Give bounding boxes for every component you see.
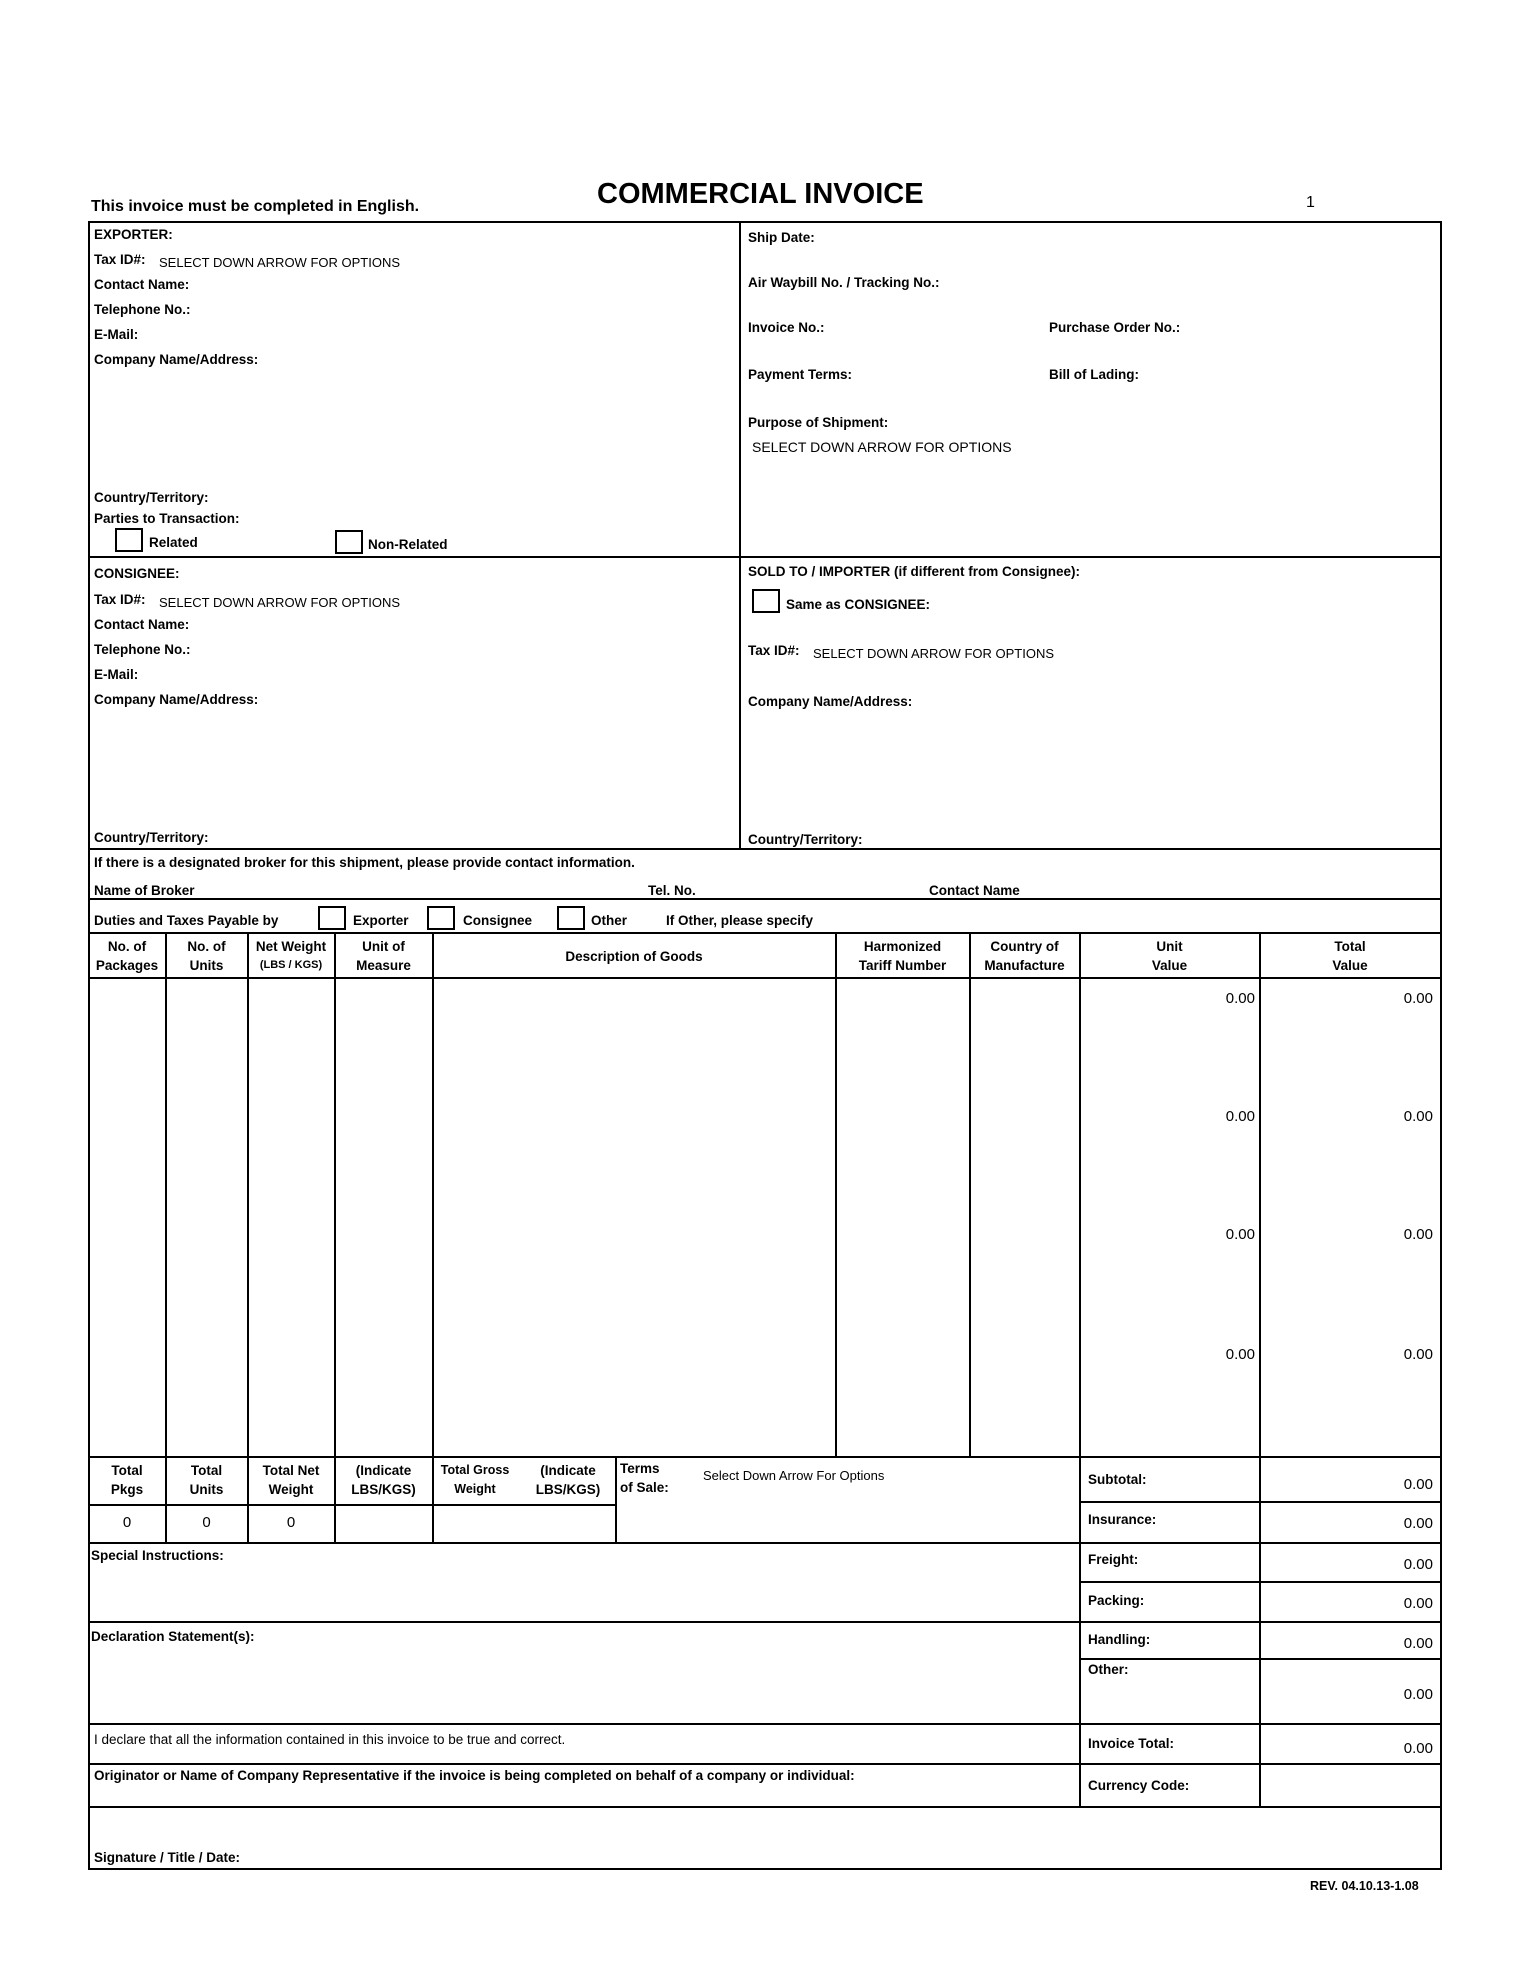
signature-field[interactable]: Signature / Title / Date: — [94, 1850, 241, 1865]
exporter-email-field[interactable]: E-Mail: — [94, 327, 139, 342]
header-tariff: Harmonized Tariff Number — [858, 939, 947, 973]
row3-unit-value[interactable]: 0.00 — [1225, 1226, 1255, 1243]
consignee-country-field[interactable]: Country/Territory: — [94, 830, 209, 845]
related-label: Related — [149, 535, 198, 550]
total-units-value: 0 — [202, 1514, 211, 1531]
page-title: COMMERCIAL INVOICE — [597, 178, 924, 210]
freight-label: Freight: — [1088, 1552, 1139, 1567]
consignee-email-field[interactable]: E-Mail: — [94, 667, 139, 682]
non-related-checkbox[interactable] — [335, 530, 363, 554]
currency-code-label: Currency Code: — [1088, 1778, 1190, 1793]
row4-unit-value[interactable]: 0.00 — [1225, 1346, 1255, 1363]
duties-specify-field[interactable]: If Other, please specify — [666, 913, 814, 928]
purpose-label: Purpose of Shipment: — [748, 415, 889, 430]
invoice-total-value: 0.00 — [1403, 1740, 1433, 1757]
row4-total-value: 0.00 — [1403, 1346, 1433, 1363]
consignee-tax-id-select[interactable]: SELECT DOWN ARROW FOR OPTIONS — [159, 595, 401, 610]
total-units-label: Total Units — [189, 1463, 224, 1497]
total-pkgs-value: 0 — [122, 1514, 132, 1531]
insurance-label: Insurance: — [1088, 1512, 1157, 1527]
broker-note: If there is a designated broker for this shipment, please provide contact information. — [94, 855, 635, 870]
total-pkgs-label: Total Pkgs — [110, 1463, 144, 1497]
declaration-statement-field[interactable]: Declaration Statement(s): — [91, 1629, 255, 1644]
terms-of-sale-label: Terms of Sale: — [620, 1461, 669, 1495]
same-as-consignee-checkbox[interactable] — [752, 589, 780, 613]
row2-unit-value[interactable]: 0.00 — [1225, 1108, 1255, 1125]
indicate-net-unit: (Indicate LBS/KGS) — [351, 1463, 416, 1497]
header-units: No. of Units — [187, 939, 226, 973]
consignee-company-field[interactable]: Company Name/Address: — [94, 692, 259, 707]
row3-total-value: 0.00 — [1403, 1226, 1433, 1243]
sold-to-heading: SOLD TO / IMPORTER (if different from Consignee): — [748, 564, 1081, 579]
header-country: Country of Manufacture — [984, 939, 1065, 973]
sold-to-company-field[interactable]: Company Name/Address: — [748, 694, 913, 709]
payment-terms-field[interactable]: Payment Terms: — [748, 367, 853, 382]
sold-to-tax-id-select[interactable]: SELECT DOWN ARROW FOR OPTIONS — [813, 646, 1055, 661]
exporter-contact-name-field[interactable]: Contact Name: — [94, 277, 190, 292]
row1-total-value: 0.00 — [1403, 990, 1433, 1007]
bill-of-lading-field[interactable]: Bill of Lading: — [1049, 367, 1139, 382]
page-number: 1 — [1306, 194, 1315, 211]
purchase-order-field[interactable]: Purchase Order No.: — [1049, 320, 1181, 335]
non-related-label: Non-Related — [368, 537, 448, 552]
packing-value[interactable]: 0.00 — [1403, 1595, 1433, 1612]
originator-field[interactable]: Originator or Name of Company Representative if the invoice is being completed on behalf of a company or individual: — [94, 1768, 855, 1783]
broker-tel-field[interactable]: Tel. No. — [648, 883, 696, 898]
row2-total-value: 0.00 — [1403, 1108, 1433, 1125]
freight-value[interactable]: 0.00 — [1403, 1556, 1433, 1573]
broker-contact-field[interactable]: Contact Name — [929, 883, 1020, 898]
duties-label: Duties and Taxes Payable by — [94, 913, 279, 928]
related-checkbox[interactable] — [115, 528, 143, 552]
currency-code-input[interactable] — [1261, 1765, 1439, 1805]
handling-label: Handling: — [1088, 1632, 1151, 1647]
total-gross-weight-label: Total Gross Weight — [440, 1463, 510, 1496]
declaration-text: I declare that all the information contained in this invoice to be true and correct. — [94, 1732, 566, 1747]
subtotal-label: Subtotal: — [1088, 1472, 1147, 1487]
ship-date-field[interactable]: Ship Date: — [748, 230, 815, 245]
header-unit-of-measure: Unit of Measure — [356, 939, 411, 973]
exporter-tax-id-label: Tax ID#: — [94, 252, 146, 267]
total-net-weight-label: Total Net Weight — [262, 1463, 320, 1497]
sold-to-country-field[interactable]: Country/Territory: — [748, 832, 863, 847]
other-value[interactable]: 0.00 — [1403, 1686, 1433, 1703]
row1-unit-value[interactable]: 0.00 — [1225, 990, 1255, 1007]
consignee-contact-name-field[interactable]: Contact Name: — [94, 617, 190, 632]
subtotal-value: 0.00 — [1403, 1476, 1433, 1493]
same-as-consignee-label: Same as CONSIGNEE: — [786, 597, 931, 612]
header-total-value: Total Value — [1332, 939, 1368, 973]
broker-name-field[interactable]: Name of Broker — [94, 883, 195, 898]
header-unit-value: Unit Value — [1151, 939, 1188, 973]
duties-exporter-checkbox[interactable] — [318, 906, 346, 930]
duties-exporter-label: Exporter — [353, 913, 409, 928]
sold-to-tax-id-label: Tax ID#: — [748, 643, 800, 658]
indicate-gross-unit: (Indicate LBS/KGS) — [535, 1463, 601, 1497]
handling-value[interactable]: 0.00 — [1403, 1635, 1433, 1652]
revision-label: REV. 04.10.13-1.08 — [1310, 1879, 1419, 1893]
invoice-no-field[interactable]: Invoice No.: — [748, 320, 825, 335]
other-label: Other: — [1088, 1662, 1129, 1677]
air-waybill-field[interactable]: Air Waybill No. / Tracking No.: — [748, 275, 940, 290]
duties-consignee-checkbox[interactable] — [427, 906, 455, 930]
consignee-tax-id-label: Tax ID#: — [94, 592, 146, 607]
header-description: Description of Goods — [565, 949, 703, 964]
header-packages: No. of Packages — [95, 939, 159, 973]
exporter-telephone-field[interactable]: Telephone No.: — [94, 302, 191, 317]
consignee-telephone-field[interactable]: Telephone No.: — [94, 642, 191, 657]
terms-of-sale-select[interactable]: Select Down Arrow For Options — [703, 1468, 885, 1483]
duties-other-checkbox[interactable] — [557, 906, 585, 930]
exporter-heading: EXPORTER: — [94, 227, 173, 242]
duties-other-label: Other — [591, 913, 628, 928]
parties-label: Parties to Transaction: — [94, 511, 240, 526]
total-net-value: 0 — [286, 1514, 296, 1531]
insurance-value[interactable]: 0.00 — [1403, 1515, 1433, 1532]
english-note: This invoice must be completed in English. — [91, 198, 420, 215]
packing-label: Packing: — [1088, 1593, 1145, 1608]
special-instructions-field[interactable]: Special Instructions: — [91, 1548, 224, 1563]
duties-consignee-label: Consignee — [463, 913, 533, 928]
exporter-country-field[interactable]: Country/Territory: — [94, 490, 209, 505]
consignee-heading: CONSIGNEE: — [94, 566, 180, 581]
header-net-weight: Net Weight (LBS / KGS) — [255, 939, 327, 971]
invoice-total-label: Invoice Total: — [1088, 1736, 1175, 1751]
exporter-company-field[interactable]: Company Name/Address: — [94, 352, 259, 367]
exporter-tax-id-select[interactable]: SELECT DOWN ARROW FOR OPTIONS — [159, 255, 401, 270]
purpose-select[interactable]: SELECT DOWN ARROW FOR OPTIONS — [752, 439, 1012, 455]
